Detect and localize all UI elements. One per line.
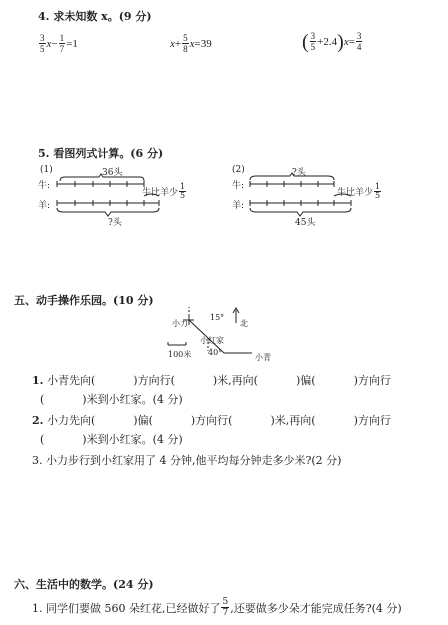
map-label-scale: 100米 xyxy=(168,350,192,359)
diagram-1-label: (1) xyxy=(40,165,53,175)
diagram-1-top-label: 36头 xyxy=(102,168,123,178)
map-label-xiaoqing: 小青 xyxy=(255,353,271,362)
diagram-2-cow-label: 牛: xyxy=(232,181,245,191)
section-5-q2-line2: ( )米到小红家。(4 分) xyxy=(40,433,183,446)
section-6-q1: 1. 同学们要做 560 朵红花,已经做好了 $\frac{5}{7}$ ,还要做多少朵才能完成任务?(4 分) xyxy=(32,597,402,618)
equation-1: $\frac{3}{5}$ x − $\frac{1}{7}$ =1 xyxy=(40,33,78,54)
section-5-heading: 五、动手操作乐园。(10 分) xyxy=(14,294,154,307)
diagram-2-bottom-label: 45头 xyxy=(295,218,316,228)
map-label-xiaoli: 小力 xyxy=(172,319,188,328)
diagram-1-bottom-label: ?头 xyxy=(108,218,122,228)
diagram-2-sheep-label: 羊: xyxy=(232,201,245,211)
equation-2: x + $\frac{5}{8}$ x =39 xyxy=(170,33,212,54)
map-label-angle-15: 15° xyxy=(210,313,225,322)
diagram-1-cow-label: 牛: xyxy=(38,181,51,191)
map-label-north: 北 xyxy=(240,319,248,328)
map-label-home: 小红家 xyxy=(200,336,224,345)
section-5-q2-line1: 2. 小力先向( )偏( )方向行( )米,再向( )方向行 xyxy=(32,414,391,427)
section-5-q3: 3. 小力步行到小红家用了 4 分钟,他平均每分钟走多少米?(2 分) xyxy=(32,454,342,467)
equation-3: ( $\frac{3}{5}$ +2.4 ) x = $\frac{3}{4}$ xyxy=(302,30,362,53)
diagram-1-sheep-label: 羊: xyxy=(38,201,51,211)
map-label-angle-40: 40° xyxy=(208,348,223,357)
direction-map xyxy=(160,305,280,365)
diagram-2-label: (2) xyxy=(232,165,245,175)
section-5-q1-line1: 1. 小青先向( )方向行( )米,再向( )偏( )方向行 xyxy=(32,374,391,387)
segment-diagram-1 xyxy=(55,172,165,228)
section-6-heading: 六、生活中的数学。(24 分) xyxy=(14,578,154,591)
section-5-q1-line2: ( )米到小红家。(4 分) xyxy=(40,393,183,406)
q5-heading: 5. 看图列式计算。(6 分) xyxy=(38,147,164,160)
diagram-2-note: 牛比羊少 $\frac{1}{5}$ xyxy=(337,182,381,200)
diagram-1-note: 牛比羊少 $\frac{1}{5}$ xyxy=(142,182,186,200)
diagram-2-top-label: ?头 xyxy=(292,168,306,178)
segment-diagram-2 xyxy=(248,172,358,228)
q4-heading: 4. 求未知数 x。(9 分) xyxy=(38,10,152,23)
